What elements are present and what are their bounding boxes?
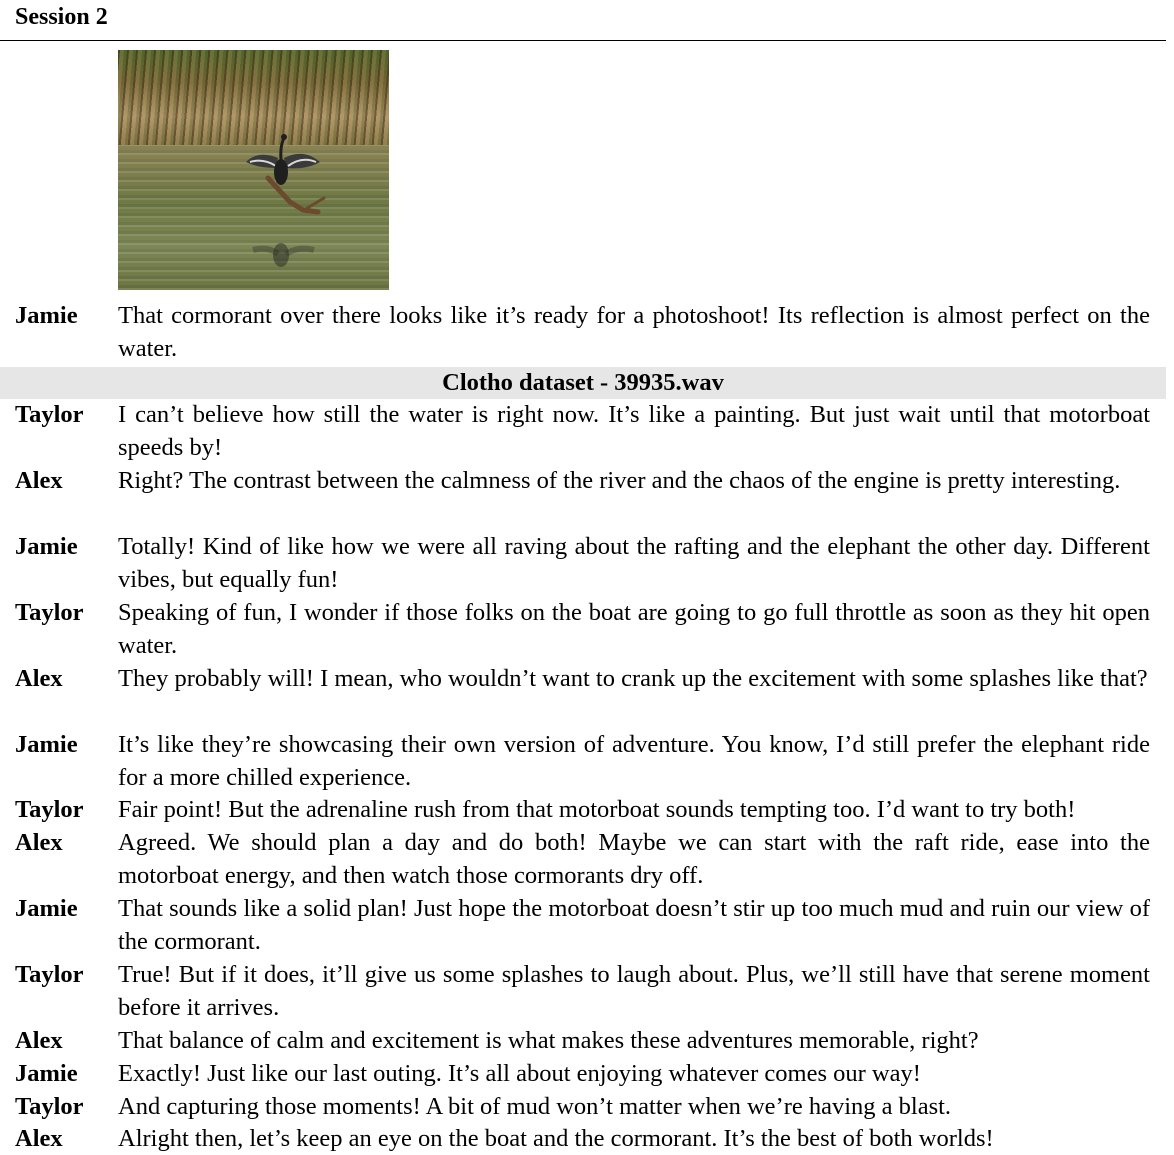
speaker-name: Taylor: [15, 961, 84, 988]
speaker-name: Taylor: [15, 1093, 84, 1120]
speaker-name: Jamie: [15, 533, 78, 560]
utterance-text: Right? The contrast between the calmness of the river and the chaos of the engine is pretty interesting.: [118, 467, 1121, 494]
session-title: Session 2: [15, 4, 108, 30]
speaker-name: Alex: [15, 1027, 63, 1054]
speaker-name: Alex: [15, 665, 63, 692]
speaker-name: Alex: [15, 829, 63, 856]
utterance-text: Alright then, let’s keep an eye on the boat and the cormorant. It’s the best of both worlds!: [118, 1125, 994, 1152]
utterance-text: They probably will! I mean, who wouldn’t want to crank up the excitement with some splashes like that?: [118, 665, 1148, 692]
utterance-text: Totally! Kind of like how we were all raving about the rafting and the elephant the other day. Different vibes, but equally fun!: [118, 533, 1150, 593]
speaker-name: Jamie: [15, 895, 78, 922]
speaker-name: Jamie: [15, 731, 78, 758]
speaker-name: Taylor: [15, 599, 84, 626]
utterance-text: That balance of calm and excitement is what makes these adventures memorable, right?: [118, 1027, 979, 1054]
utterance-text: Fair point! But the adrenaline rush from that motorboat sounds tempting too. I’d want to try both!: [118, 796, 1076, 823]
utterance-text: And capturing those moments! A bit of mud won’t matter when we’re having a blast.: [118, 1093, 952, 1120]
speaker-name: Alex: [15, 1125, 63, 1152]
speaker-name: Taylor: [15, 401, 84, 428]
utterance-text: That sounds like a solid plan! Just hope the motorboat doesn’t stir up too much mud and ruin our view of the cormorant.: [118, 895, 1150, 955]
utterance-text: Exactly! Just like our last outing. It’s all about enjoying whatever comes our way!: [118, 1060, 921, 1087]
audio-caption-band: Clotho dataset - 39935.wav: [0, 367, 1166, 399]
speaker-name: Jamie: [15, 1060, 78, 1087]
speaker-name: Alex: [15, 467, 63, 494]
utterance-text: True! But if it does, it’ll give us some splashes to laugh about. Plus, we’ll still have that serene moment before it arrives.: [118, 961, 1150, 1021]
utterance-text: I can’t believe how still the water is right now. It’s like a painting. But just wait until that motorboat speeds by!: [118, 401, 1150, 461]
utterance-text: Speaking of fun, I wonder if those folks on the boat are going to go full throttle as soon as they hit open water.: [118, 599, 1150, 659]
speaker-name: Jamie: [15, 302, 78, 329]
cormorant-illustration: [118, 50, 389, 290]
cormorant-photo: [118, 50, 389, 290]
utterance-text: That cormorant over there looks like it’s ready for a photoshoot! Its reflection is almost perfect on the water.: [118, 302, 1150, 362]
speaker-name: Taylor: [15, 796, 84, 823]
header-rule: [0, 40, 1166, 41]
utterance-text: Agreed. We should plan a day and do both! Maybe we can start with the raft ride, ease into the motorboat energy, and then watch those cormorants dry off.: [118, 829, 1150, 889]
utterance-text: It’s like they’re showcasing their own version of adventure. You know, I’d still prefer the elephant ride for a more chilled experience.: [118, 731, 1150, 791]
